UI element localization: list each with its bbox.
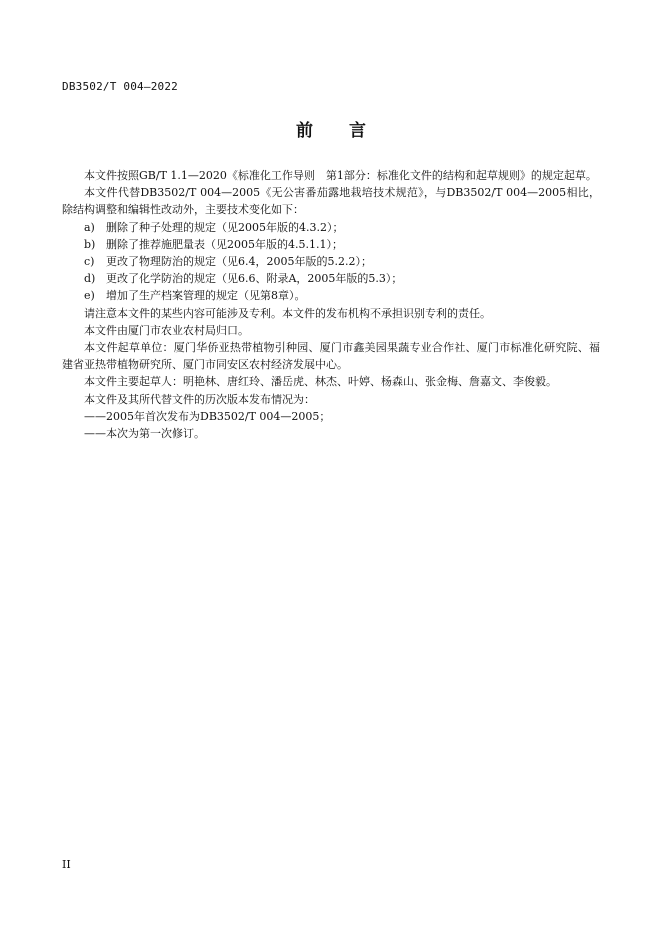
list-text: 更改了物理防治的规定（见6.4，2005年版的5.2.2）； bbox=[106, 255, 372, 269]
foreword-body bbox=[62, 167, 600, 442]
document-id: DB3502/T 004—2022 bbox=[62, 80, 178, 93]
list-item bbox=[62, 287, 600, 304]
history-item: ——2005年首次发布为DB3502/T 004—2005； bbox=[84, 409, 331, 423]
paragraph-replacement: 本文件代替DB3502/T 004—2005《无公害番茄露地栽培技术规范》，与DB3502/T 004—2005相比，除结构调整和编辑性改动外，主要技术变化如下： bbox=[62, 186, 600, 217]
list-text: 增加了生产档案管理的规定（见第8章）。 bbox=[106, 289, 306, 303]
history-item: ——本次为第一次修订。 bbox=[84, 427, 205, 441]
list-item bbox=[62, 236, 600, 253]
list-marker: c) bbox=[84, 255, 95, 269]
list-text: 删除了推荐施肥量表（见2005年版的4.5.1.1）； bbox=[106, 237, 343, 251]
page-number: II bbox=[62, 858, 71, 871]
list-marker: b) bbox=[84, 237, 96, 251]
list-text: 删除了种子处理的规定（见2005年版的4.3.2）； bbox=[106, 220, 344, 234]
paragraph-drafters: 本文件主要起草人：明艳林、唐红玲、潘岳虎、林杰、叶婷、杨森山、张金梅、詹嘉文、李俊毅。 bbox=[84, 375, 557, 389]
list-text: 更改了化学防治的规定（见6.6、附录A，2005年版的5.3）； bbox=[106, 272, 403, 286]
paragraph-patent-notice: 请注意本文件的某些内容可能涉及专利。本文件的发布机构不承担识别专利的责任。 bbox=[84, 306, 491, 320]
list-marker: d) bbox=[84, 272, 96, 286]
paragraph-drafting-units: 本文件起草单位：厦门华侨亚热带植物引种园、厦门市鑫美园果蔬专业合作社、厦门市标准化研究院、福建省亚热带植物研究所、厦门市同安区农村经济发展中心。 bbox=[62, 341, 600, 372]
list-marker: a) bbox=[84, 220, 95, 234]
page-title: 前言 bbox=[296, 121, 402, 141]
list-item bbox=[62, 219, 600, 236]
paragraph-responsible-body: 本文件由厦门市农业农村局归口。 bbox=[84, 323, 249, 337]
list-marker: e) bbox=[84, 289, 95, 303]
paragraph-history-intro: 本文件及其所代替文件的历次版本发布情况为： bbox=[84, 392, 315, 406]
list-item bbox=[62, 270, 600, 287]
list-item bbox=[62, 253, 600, 270]
paragraph-drafting-basis: 本文件按照GB/T 1.1—2020《标准化工作导则 第1部分：标准化文件的结构和起草规则》的规定起草。 bbox=[84, 169, 597, 182]
